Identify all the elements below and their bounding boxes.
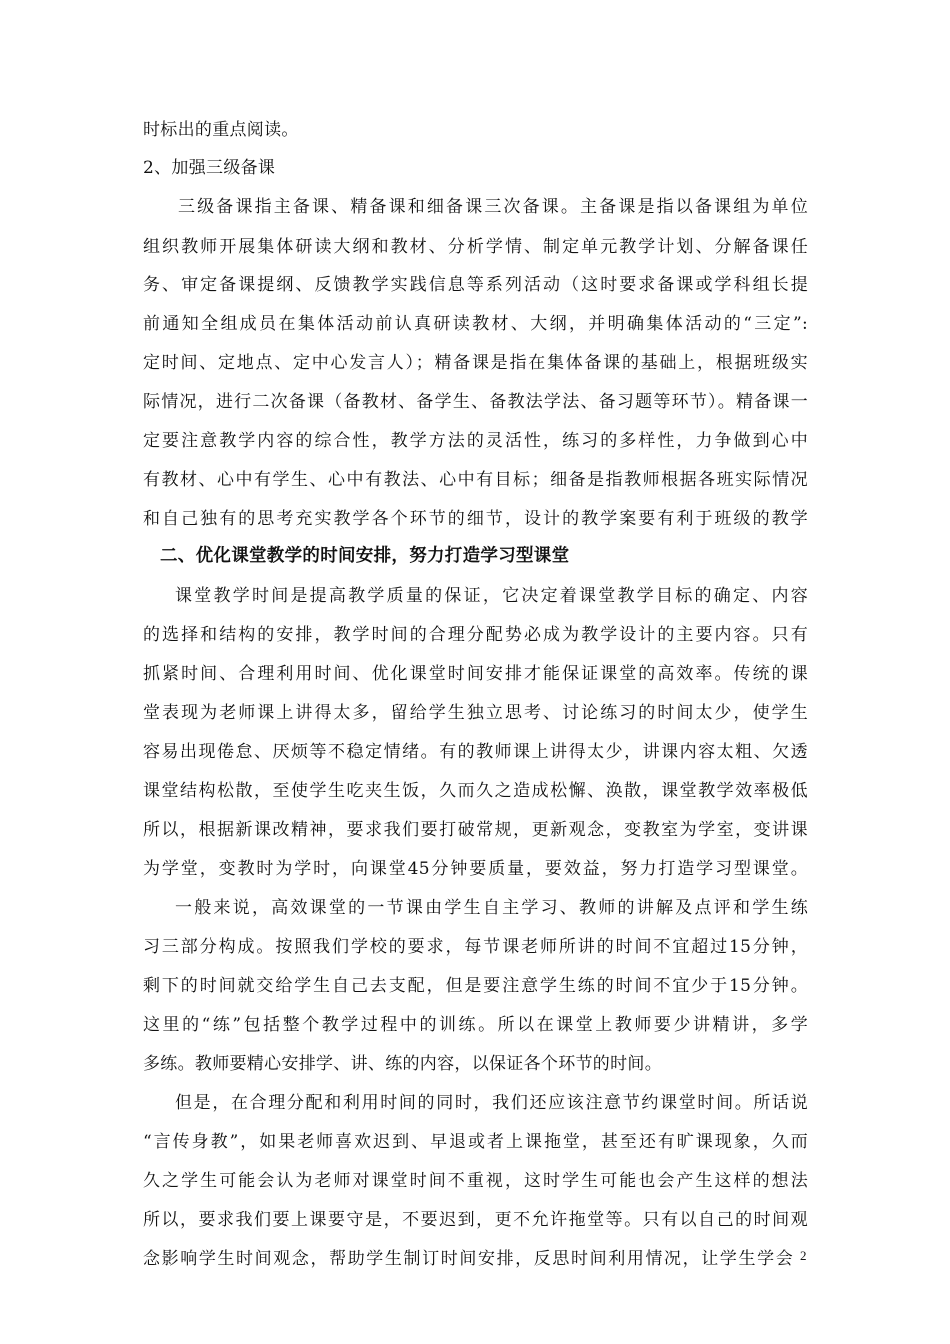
paragraph-line: 课堂教学时间是提高教学质量的保证，它决定着课堂教学目标的确定、内容 — [175, 586, 808, 606]
paragraph-line: “言传身教”，如果老师喜欢迟到、早退或者上课拖堂，甚至还有旷课现象，久而 — [143, 1132, 808, 1152]
paragraph-line: 久之学生可能会认为老师对课堂时间不重视，这时学生可能也会产生这样的想法 — [143, 1171, 808, 1191]
paragraph-line: 定要注意教学内容的综合性，教学方法的灵活性，练习的多样性，力争做到心中 — [143, 431, 808, 451]
paragraph-line: 剩下的时间就交给学生自己去支配，但是要注意学生练的时间不宜少于15分钟。 — [143, 976, 808, 996]
paragraph-line: 三级备课指主备课、精备课和细备课三次备课。主备课是指以备课组为单位 — [178, 197, 808, 217]
paragraph-line: 务、审定备课提纲、反馈教学实践信息等系列活动（这时要求备课或学科组长提 — [143, 275, 808, 295]
paragraph-line: 和自己独有的思考充实教学各个环节的细节，设计的教学案要有利于班级的教学 — [143, 509, 808, 529]
paragraph-line: 前通知全组成员在集体活动前认真研读教材、大纲，并明确集体活动的“三定”: — [143, 314, 808, 334]
page-number: 2 — [800, 1248, 807, 1263]
paragraph-line: 所以，要求我们要上课要守是，不要迟到，更不允许拖堂等。只有以自己的时间观 — [143, 1210, 808, 1230]
paragraph-line: 抓紧时间、合理利用时间、优化课堂时间安排才能保证课堂的高效率。传统的课 — [143, 664, 808, 684]
paragraph-line: 习三部分构成。按照我们学校的要求，每节课老师所讲的时间不宜超过15分钟， — [143, 937, 808, 957]
paragraph-line: 为学堂，变教时为学时，向课堂45分钟要质量，要效益，努力打造学习型课堂。 — [143, 859, 808, 879]
paragraph-line: 容易出现倦怠、厌烦等不稳定情绪。有的教师课上讲得太少，讲课内容太粗、欠透 — [143, 742, 808, 762]
paragraph-line: 但是，在合理分配和利用时间的同时，我们还应该注意节约课堂时间。所话说 — [175, 1093, 808, 1113]
section-heading: 二、优化课堂教学的时间安排，努力打造学习型课堂 — [160, 546, 570, 566]
paragraph-line: 多练。教师要精心安排学、讲、练的内容，以保证各个环节的时间。 — [143, 1054, 662, 1074]
paragraph-line: 堂表现为老师课上讲得太多，留给学生独立思考、讨论练习的时间太少，使学生 — [143, 703, 808, 723]
paragraph-line: 组织教师开展集体研读大纲和教材、分析学情、制定单元教学计划、分解备课任 — [143, 237, 808, 257]
paragraph-line: 有教材、心中有学生、心中有教法、心中有目标；细备是指教师根据各班实际情况 — [143, 470, 808, 490]
paragraph-line: 定时间、定地点、定中心发言人）；精备课是指在集体备课的基础上，根据班级实 — [143, 353, 808, 373]
paragraph-line: 这里的“练”包括整个教学过程中的训练。所以在课堂上教师要少讲精讲，多学 — [143, 1015, 808, 1035]
paragraph-line: 所以，根据新课改精神，要求我们要打破常规，更新观念，变教室为学室，变讲课 — [143, 820, 808, 840]
paragraph-line: 一般来说，高效课堂的一节课由学生自主学习、教师的讲解及点评和学生练 — [175, 898, 808, 918]
paragraph-line: 课堂结构松散，至使学生吃夹生饭，久而久之造成松懈、涣散，课堂教学效率极低 — [143, 781, 808, 801]
paragraph-line: 际情况，进行二次备课（备教材、备学生、备教法学法、备习题等环节）。精备课一 — [143, 392, 808, 412]
paragraph-line: 的选择和结构的安排，教学时间的合理分配势必成为教学设计的主要内容。只有 — [143, 625, 808, 645]
section-subheading: 2、加强三级备课 — [143, 158, 276, 178]
paragraph-line: 念影响学生时间观念，帮助学生制订时间安排，反思时间利用情况，让学生学会 — [143, 1249, 793, 1269]
text-line: 时标出的重点阅读。 — [143, 120, 299, 140]
